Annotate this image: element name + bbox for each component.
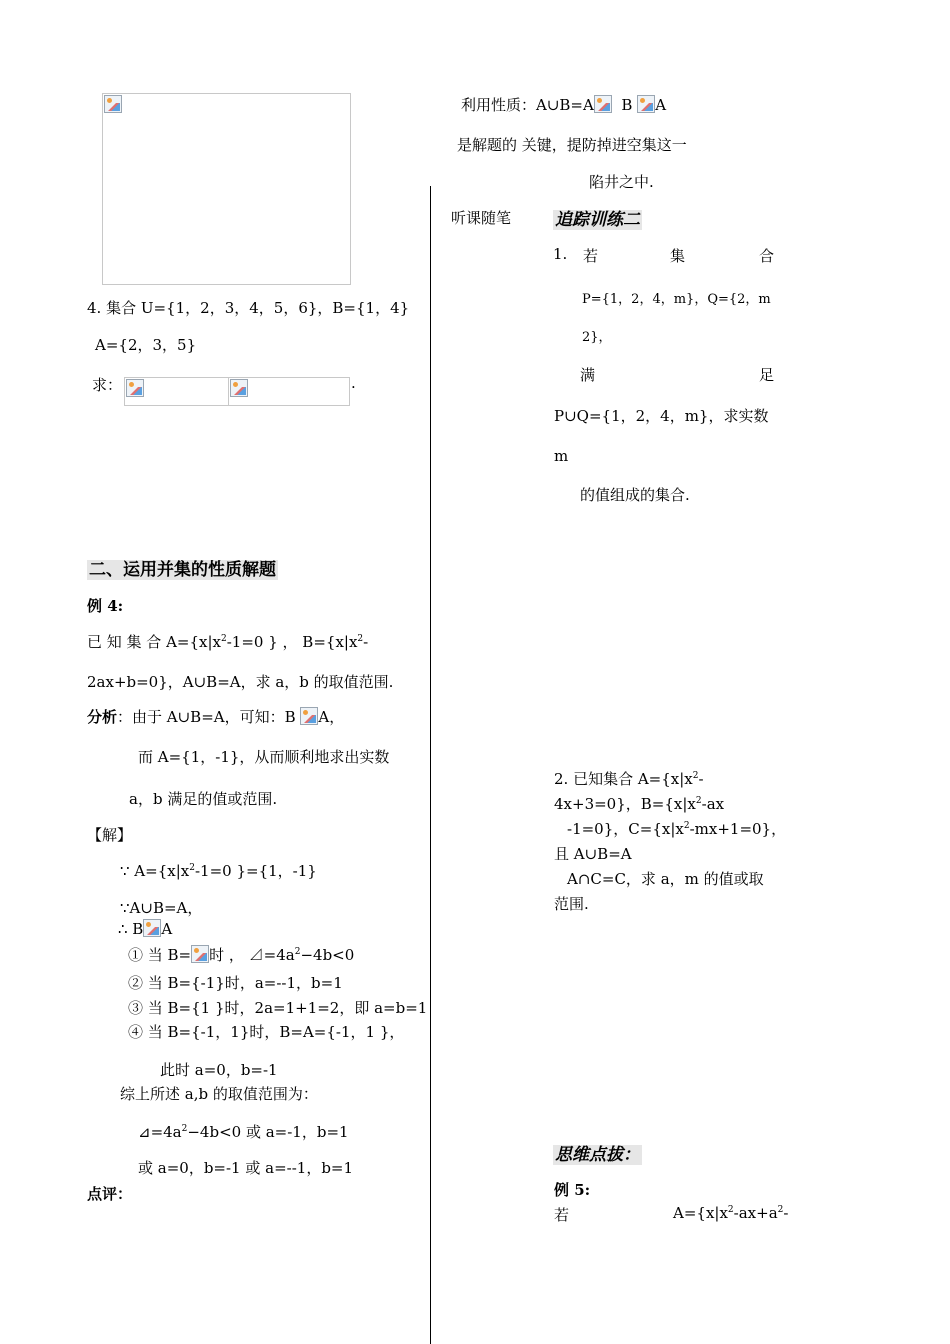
q1-tail: 的值组成的集合. xyxy=(580,486,690,504)
case-4: ④ 当 B={-1，1}时，B=A={-1，1 }， xyxy=(128,1023,405,1041)
image-placeholder-icon xyxy=(143,919,161,937)
q1-m: m xyxy=(554,447,569,465)
image-placeholder-icon xyxy=(126,379,144,397)
q2-line-5: A∩C=C，求 a，m 的值或取 xyxy=(567,870,764,888)
solution-step-3: ∴ B A xyxy=(118,920,173,938)
analysis-line-2: 而 A={1，-1}，从而顺利地求出实数 xyxy=(138,748,390,766)
example-5-ruo: 若 xyxy=(554,1206,570,1224)
q2-line-1: 2. 已知集合 $A=\{x|x^2-$ xyxy=(554,770,704,788)
q1-word-4: 满 xyxy=(580,366,596,384)
q1-word-1: 若 xyxy=(583,247,599,265)
q4-line-2: A={2，3，5} xyxy=(95,336,197,354)
example-5-label: 例 5: xyxy=(554,1181,591,1199)
q1-num: 1. xyxy=(553,245,568,263)
case-2: ② 当 B={-1}时，a=--1，b=1 xyxy=(128,974,343,992)
example-4-known: 已 知 集 合 $A=\{x|x^2-1=0$ } ， $B=\{x|x^2-$ xyxy=(87,633,369,651)
image-placeholder-icon xyxy=(300,707,318,725)
analysis-line-3: a，b 满足的值或范围. xyxy=(129,790,278,808)
solution-step-1: ∵ $A=\{x|x^2-1=0$ }={1，-1} xyxy=(120,862,317,880)
side-note: 听课随笔 xyxy=(451,209,512,227)
summary-line: 综上所述 a,b 的取值范围为： xyxy=(120,1085,318,1103)
answer-box-1 xyxy=(124,377,231,406)
result-line-2: 或 a=0，b=-1 或 a=--1，b=1 xyxy=(138,1159,354,1177)
q2-line-6: 范围. xyxy=(554,895,589,913)
q1-word-2: 集 xyxy=(670,247,686,265)
example-5-formula: $A=\{x|x^2-ax+a^2-$ xyxy=(673,1204,789,1222)
image-placeholder-icon xyxy=(191,945,209,963)
solution-step-2: ∵A∪B=A， xyxy=(120,899,203,917)
thinking-title: 思维点拔： xyxy=(555,1145,640,1165)
image-placeholder-icon xyxy=(104,95,122,113)
q1-word-5: 足 xyxy=(759,366,775,384)
property-line-3: 陷井之中. xyxy=(589,173,654,191)
q4-line-3: 求： xyxy=(92,376,123,394)
image-frame xyxy=(102,93,351,285)
property-line-2: 是解题的 关键，提防掉进空集这一 xyxy=(457,136,687,154)
q4-dot: . xyxy=(351,374,356,392)
tracking-title: 追踪训练二 xyxy=(555,210,640,230)
comment-label: 点评： xyxy=(87,1185,133,1203)
analysis-line: 分析：由于 A∪B=A，可知：B A， xyxy=(87,708,345,726)
q1-set-p: P={1，2，4，m}，Q={2，m xyxy=(582,292,771,307)
column-divider xyxy=(430,186,431,1344)
result-line-1: $⊿=4a^2-4b<0$ 或 a=-1，b=1 xyxy=(138,1123,349,1141)
property-line: 利用性质：A∪B=A B A xyxy=(461,96,667,114)
q2-line-3: -1=0}，$C=\{x|x^2-mx+1=0\}$， xyxy=(567,820,787,838)
q1-union: P∪Q={1，2，4，m}，求实数 xyxy=(554,407,769,425)
case-4-result: 此时 a=0，b=-1 xyxy=(160,1061,278,1079)
image-placeholder-icon xyxy=(594,95,612,113)
q2-line-4: 且 A∪B=A xyxy=(554,845,632,863)
image-placeholder-icon xyxy=(637,95,655,113)
q4-line-1: 4. 集合 U={1，2，3，4，5，6}，B={1，4} xyxy=(87,299,410,317)
case-3: ③ 当 B={1 }时，2a=1+1=2，即 a=b=1 xyxy=(128,999,428,1017)
image-placeholder-icon xyxy=(230,379,248,397)
solution-label: 【解】 xyxy=(87,826,133,844)
case-1: ① 当 B= 时 ， $⊿=4a^2-4b<0$ xyxy=(128,946,355,964)
answer-box-2 xyxy=(228,377,350,406)
section-title: 二、运用并集的性质解题 xyxy=(89,560,276,580)
q1-word-3: 合 xyxy=(759,247,775,265)
example-4-line-2: 2ax+b=0}，A∪B=A，求 a，b 的取值范围. xyxy=(87,673,394,691)
q1-set-q-end: 2}， xyxy=(582,330,612,345)
example-4-label: 例 4: xyxy=(87,597,124,615)
q2-line-2: 4x+3=0}，$B=\{x|x^2-ax$ xyxy=(554,795,725,813)
